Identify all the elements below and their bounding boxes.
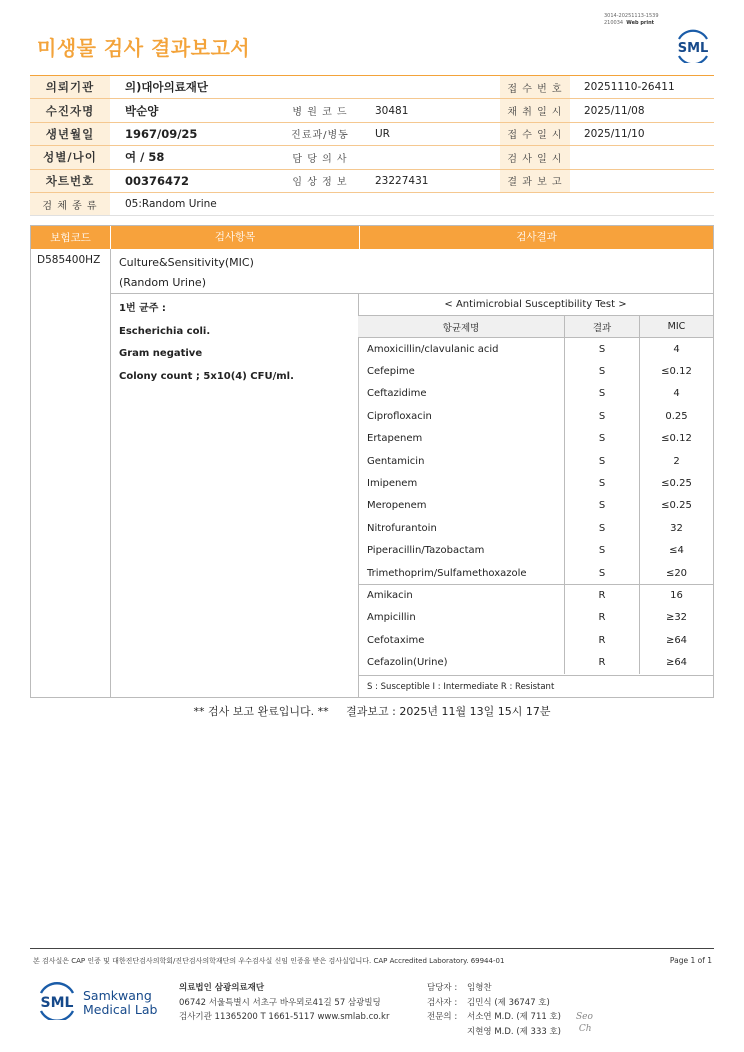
organism-line: Colony count ; 5x10(4) CFU/ml. [119, 370, 294, 382]
info-v1: 00376472 [125, 173, 190, 188]
ast-mic: ≤20 [639, 562, 713, 584]
ast-drug: Amoxicillin/clavulanic acid [367, 343, 499, 355]
page-number: Page 1 of 1 [669, 956, 712, 965]
test-name-line: Culture&Sensitivity(MIC) [119, 256, 254, 269]
ast-mic: ≤0.25 [639, 472, 713, 494]
ast-result: R [564, 651, 639, 673]
ast-result: S [564, 540, 639, 562]
info-v2: 30481 [375, 104, 409, 117]
ast-result: S [564, 495, 639, 517]
organism-line: Gram negative [119, 348, 203, 359]
ast-drug: Gentamicin [367, 455, 425, 467]
report-time: 결과보고 : 2025년 11월 13일 15시 17분 [346, 705, 551, 718]
ast-mic: ≤0.12 [639, 428, 713, 450]
results-header [31, 226, 713, 249]
info-v2: UR [375, 127, 390, 140]
ast-result: S [564, 562, 639, 584]
ast-mic: 4 [639, 338, 713, 360]
completion-message: ** 검사 보고 완료입니다. ** [193, 705, 329, 718]
info-l3: 결 과 보 고 [500, 170, 570, 192]
certification-note: 본 검사실은 CAP 인증 및 대한진단검사의학회/진단검사의학재단의 우수검사실 신임 인증을 받은 검사실입니다. CAP Accredited Laboratory. 69944-01 [33, 957, 505, 965]
ast-result: R [564, 585, 639, 606]
staff-label: 담당자 : [427, 983, 458, 993]
ast-mic: 4 [639, 383, 713, 405]
specimen-row [30, 193, 714, 216]
ast-row [358, 517, 713, 539]
print-code: 210034 [604, 20, 624, 26]
ast-mic: ≥32 [639, 607, 713, 629]
ast-row [358, 472, 713, 494]
ast-result: S [564, 405, 639, 427]
ast-row [358, 383, 713, 405]
brand-line1: Samkwang [83, 988, 152, 1003]
ast-drug: Amikacin [367, 590, 413, 602]
footer-divider [30, 948, 714, 949]
ast-row [358, 651, 713, 673]
ast-mic: 16 [639, 585, 713, 606]
logo-text: SML [677, 41, 709, 56]
info-row [30, 146, 714, 169]
test-name [119, 253, 254, 293]
organism-line: Escherichia coli. [119, 325, 211, 337]
info-l2: 임 상 정 보 [292, 177, 348, 189]
ast-result: R [564, 607, 639, 629]
ast-row [358, 360, 713, 382]
info-row [30, 123, 714, 146]
ast-table [358, 316, 713, 674]
ast-row [358, 540, 713, 562]
ast-result: R [564, 629, 639, 651]
ast-title: < Antimicrobial Susceptibility Test > [358, 293, 713, 316]
staff-label: 검사자 : [427, 997, 458, 1008]
ast-drug: Ampicillin [367, 612, 416, 624]
info-l1: 성별/나이 [30, 146, 110, 168]
ast-result: S [564, 517, 639, 539]
info-v1: 의)대아의료재단 [125, 80, 209, 95]
ast-mic: ≤0.12 [639, 360, 713, 382]
staff-row [427, 1010, 561, 1025]
report-title: 미생물 검사 결과보고서 [37, 36, 251, 60]
ast-drug: Imipenem [367, 478, 418, 490]
org-address: 06742 서울특별시 서초구 바우뫼로41길 57 삼광빌딩 [179, 997, 381, 1008]
staff-row [427, 996, 561, 1011]
ast-mic: 2 [639, 450, 713, 472]
print-type: Web print [626, 20, 655, 26]
info-v3: 2025/11/08 [584, 104, 645, 117]
info-v3: 20251110-26411 [584, 81, 675, 94]
info-l3: 접 수 일 시 [500, 123, 570, 145]
ast-row [358, 629, 713, 651]
info-l3: 채 취 일 시 [500, 99, 570, 121]
specimen-label: 검 체 종 류 [30, 193, 110, 215]
ast-row [358, 607, 713, 629]
ast-row [358, 338, 713, 360]
staff-row [427, 981, 561, 996]
ast-drug: Meropenem [367, 500, 427, 512]
ast-result: S [564, 360, 639, 382]
staff-name: 김민식 (제 36747 호) [467, 997, 550, 1008]
info-l3: 접 수 번 호 [500, 76, 570, 98]
staff-label: 전문의 : [427, 1012, 458, 1022]
info-v1: 1967/09/25 [125, 126, 198, 141]
col-result-header: 검사결과 [359, 226, 713, 249]
staff-list [427, 981, 561, 1039]
ast-result: S [564, 383, 639, 405]
info-l1: 수진자명 [30, 99, 110, 121]
info-v2: 23227431 [375, 174, 429, 187]
completion-line [0, 703, 744, 719]
ast-mic: ≥64 [639, 629, 713, 651]
col-item-header: 검사항목 [110, 226, 359, 249]
org-info [179, 981, 389, 1025]
specimen-value: 05:Random Urine [125, 198, 217, 211]
ast-legend: S : Susceptible I : Intermediate R : Resistant [358, 675, 713, 697]
staff-row [427, 1025, 561, 1040]
ast-mic: ≤0.25 [639, 495, 713, 517]
info-l2: 진료과/병동 [291, 130, 349, 142]
ast-mic: ≤4 [639, 540, 713, 562]
ast-row [358, 495, 713, 517]
col-code-header: 보험코드 [50, 232, 91, 244]
ast-row [358, 428, 713, 450]
ast-drug: Nitrofurantoin [367, 522, 437, 534]
ast-drug: Cefazolin(Urine) [367, 657, 448, 669]
ast-drug: Ciprofloxacin [367, 410, 432, 422]
ast-row [358, 405, 713, 427]
org-contact: 검사기관 11365200 T 1661-5117 www.smlab.co.kr [179, 1012, 390, 1022]
ast-result: S [564, 450, 639, 472]
ast-mic: 32 [639, 517, 713, 539]
ast-drug: Cefotaxime [367, 634, 425, 646]
ast-mic: 0.25 [639, 405, 713, 427]
sml-logo-icon [673, 27, 713, 63]
ast-header-row [358, 316, 713, 338]
info-v1: 여 / 58 [125, 150, 165, 165]
ast-result: S [564, 472, 639, 494]
ast-drug: Piperacillin/Tazobactam [367, 545, 485, 557]
brand-name [83, 989, 157, 1017]
info-l1: 생년월일 [30, 123, 110, 145]
ast-drug: Trimethoprim/Sulfamethoxazole [367, 567, 527, 579]
brand-line2: Medical Lab [83, 1002, 158, 1017]
ast-row [358, 450, 713, 472]
signature-icon: Seo Ch [576, 1012, 593, 1034]
ast-result: S [564, 338, 639, 360]
footer-logo-text: SML [40, 995, 74, 1011]
ast-col-mic: MIC [639, 316, 713, 337]
ast-drug: Cefepime [367, 366, 415, 378]
info-l2: 병 원 코 드 [292, 107, 348, 119]
organism-info [119, 298, 294, 388]
staff-name: 지현영 M.D. (제 333 호) [467, 1026, 562, 1037]
print-id [604, 13, 659, 27]
test-specimen-line: (Random Urine) [119, 276, 206, 289]
staff-name: 임형찬 [467, 983, 492, 993]
info-v3: 2025/11/10 [584, 127, 645, 140]
ast-row [358, 584, 713, 606]
ast-col-drug: 항균제명 [442, 322, 480, 334]
ast-result: S [564, 428, 639, 450]
ast-drug: Ertapenem [367, 433, 423, 445]
patient-info-table [30, 75, 714, 216]
info-l3: 검 사 일 시 [500, 146, 570, 168]
print-id-number: 3014-20251113-1539 [604, 13, 659, 19]
info-row [30, 99, 714, 122]
info-v1: 박순양 [125, 103, 159, 118]
info-row [30, 76, 714, 99]
staff-label [427, 1025, 467, 1040]
insurance-code: D585400HZ [37, 254, 101, 266]
info-l1: 의뢰기관 [30, 76, 110, 98]
ast-drug: Ceftazidime [367, 388, 427, 400]
ast-row [358, 562, 713, 584]
ast-col-result: 결과 [564, 316, 639, 337]
ast-mic: ≥64 [639, 651, 713, 673]
info-l1: 차트번호 [30, 170, 110, 192]
results-table [30, 225, 714, 698]
org-name: 의료법인 삼광의료재단 [179, 983, 265, 993]
info-row [30, 170, 714, 193]
sml-footer-logo-icon [36, 980, 78, 1020]
organism-line: 1번 균주 : [119, 303, 166, 314]
staff-name: 서소연 M.D. (제 711 호) [467, 1012, 562, 1022]
info-l2: 담 당 의 사 [292, 153, 348, 165]
